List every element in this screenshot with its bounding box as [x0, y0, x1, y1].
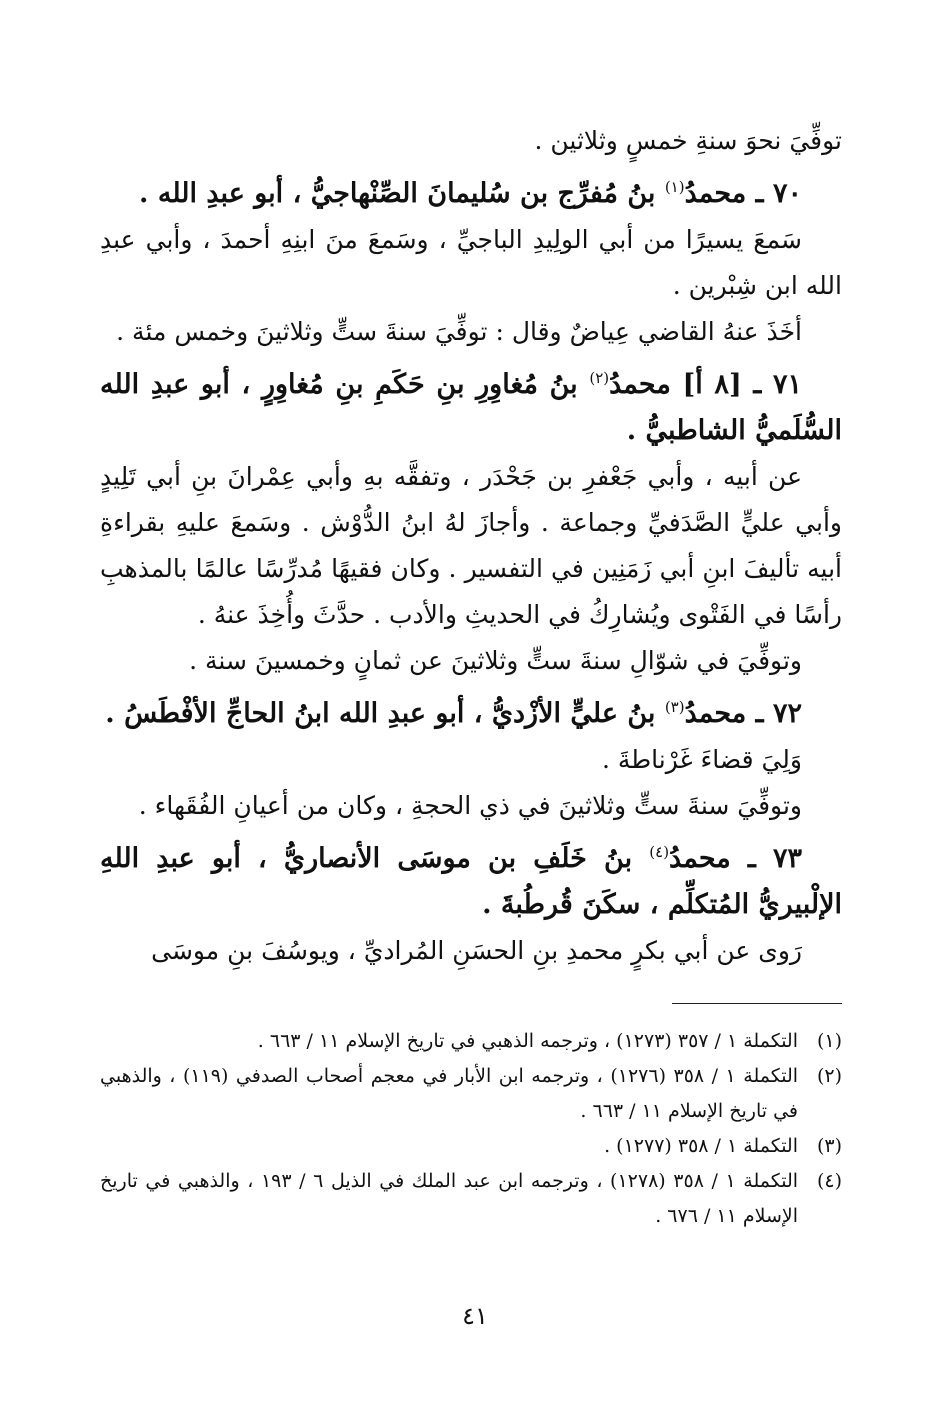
paragraph-9: وَلِيَ قضاءَ غَرْناطةَ . — [601, 745, 802, 774]
paragraph-4: أخَذَ عنهُ القاضي عِياضٌ وقال : توفِّيَ سنةَ ستٍّ وثلاثينَ وخمس مئة . — [116, 317, 802, 346]
footnote-4 — [100, 1164, 842, 1234]
footnote-number: (٤) — [816, 1170, 842, 1192]
footnote-number: (٢) — [816, 1065, 842, 1087]
paragraph-1: توفِّيَ نحوَ سنةِ خمسٍ وثلاثين . — [534, 126, 842, 155]
footnote-text: التكملة ١ / ٣٥٨ (١٢٧٨) ، وترجمه ابن عبد الملك في الذيل ٦ / ١٩٣ ، والذهبي في تاريخ الإسلام ١١ / ٦٧٦ . — [100, 1170, 799, 1227]
entry-number: ٧١ ـ [٨ أ] محمدُ — [609, 369, 802, 400]
footnotes — [100, 1024, 842, 1234]
entry-number: ٧٣ ـ محمدُ — [669, 843, 802, 874]
footnote-number: (١) — [816, 1030, 842, 1052]
footnote-text: التكملة ١ / ٣٥٨ (١٢٧٦) ، وترجمه ابن الأبار في معجم أصحاب الصدفي (١١٩) ، والذهبي في تاريخ الإسلام ١١ / ٦٦٣ . — [100, 1065, 799, 1122]
paragraph-7: وتوفِّيَ في شوّالِ سنةَ ستٍّ وثلاثينَ عن ثمانٍ وخمسينَ سنة . — [189, 646, 802, 675]
footnote-3 — [100, 1129, 842, 1164]
footnote-text: التكملة ١ / ٣٥٧ (١٢٧٣) ، وترجمه الذهبي في تاريخ الإسلام ١١ / ٦٦٣ . — [257, 1030, 798, 1052]
entry-number: ٧٠ ـ محمدُ — [684, 178, 802, 209]
entry-heading: بنُ خَلَفِ بن موسَى الأنصاريُّ ، أبو عبدِ اللهِ الإلْبيريُّ المُتكلِّم ، سكَنَ قُرطُبةَ . — [100, 843, 842, 920]
footnote-divider — [672, 1003, 842, 1004]
page-number: ٤١ — [462, 1302, 488, 1330]
footnote-2 — [100, 1059, 842, 1129]
footnote-text: التكملة ١ / ٣٥٨ (١٢٧٧) . — [604, 1135, 798, 1157]
footnote-1 — [100, 1024, 842, 1059]
footnote-ref-3[interactable]: (٣) — [664, 698, 685, 716]
footnote-ref-1[interactable]: (١) — [664, 178, 685, 196]
footnote-ref-4[interactable]: (٤) — [649, 843, 670, 861]
entry-heading: بنُ مُغاوِرِ بنِ حَكَمِ بنِ مُغاوِرٍ ، أبو عبدِ الله السُّلَميُّ الشاطبيُّ . — [100, 369, 842, 446]
entry-heading: بنُ مُفرِّج بن سُليمانَ الصِّنْهاجيُّ ، أبو عبدِ الله . — [139, 178, 665, 209]
entry-71 — [100, 355, 842, 454]
entry-heading: بنُ عليٍّ الأزْديُّ ، أبو عبدِ الله ابنُ الحاجِّ الأفْطَسُ . — [105, 698, 665, 729]
paragraph-3: سَمعَ يسيرًا من أبي الولِيدِ الباجيِّ ، وسَمعَ منَ ابنِهِ أحمدَ ، وأبي عبدِ الله ابن شِبْرين . — [100, 225, 842, 300]
entry-number: ٧٢ ـ محمدُ — [684, 698, 802, 729]
paragraph-12: رَوى عن أبي بكرٍ محمدِ بنِ الحسَنِ المُراديِّ ، ويوسُفَ بنِ موسَى — [151, 936, 802, 965]
paragraph-6: عن أبيه ، وأبي جَعْفرِ بن جَحْدَر ، وتفقَّه بهِ وأبي عِمْرانَ بنِ أبي تَلِيدٍ وأبي عليٍّ الصَّدَفيِّ وجماعة . وأجازَ لهُ ابنُ الدُّوْش . وسَمعَ عليهِ بقراءةِ أبيه تأليفَ ابنِ أبي زَمَنِين في التفسير . وكان فقيهًا مُدرِّسًا عالمًا بالمذهبِ رأسًا في الفَتْوى ويُشارِكُ في الحديثِ والأدب . حدَّثَ وأُخِذَ عنهُ . — [100, 462, 842, 629]
main-text — [100, 118, 842, 974]
footnote-number: (٣) — [816, 1135, 842, 1157]
entry-73 — [100, 829, 842, 928]
footnote-ref-2[interactable]: (٢) — [589, 369, 610, 387]
entry-72 — [100, 684, 842, 737]
entry-70 — [100, 164, 842, 217]
paragraph-10: وتوفِّيَ سنةَ ستٍّ وثلاثينَ في ذي الحجةِ ، وكان من أعيانِ الفُقَهاء . — [138, 791, 802, 820]
